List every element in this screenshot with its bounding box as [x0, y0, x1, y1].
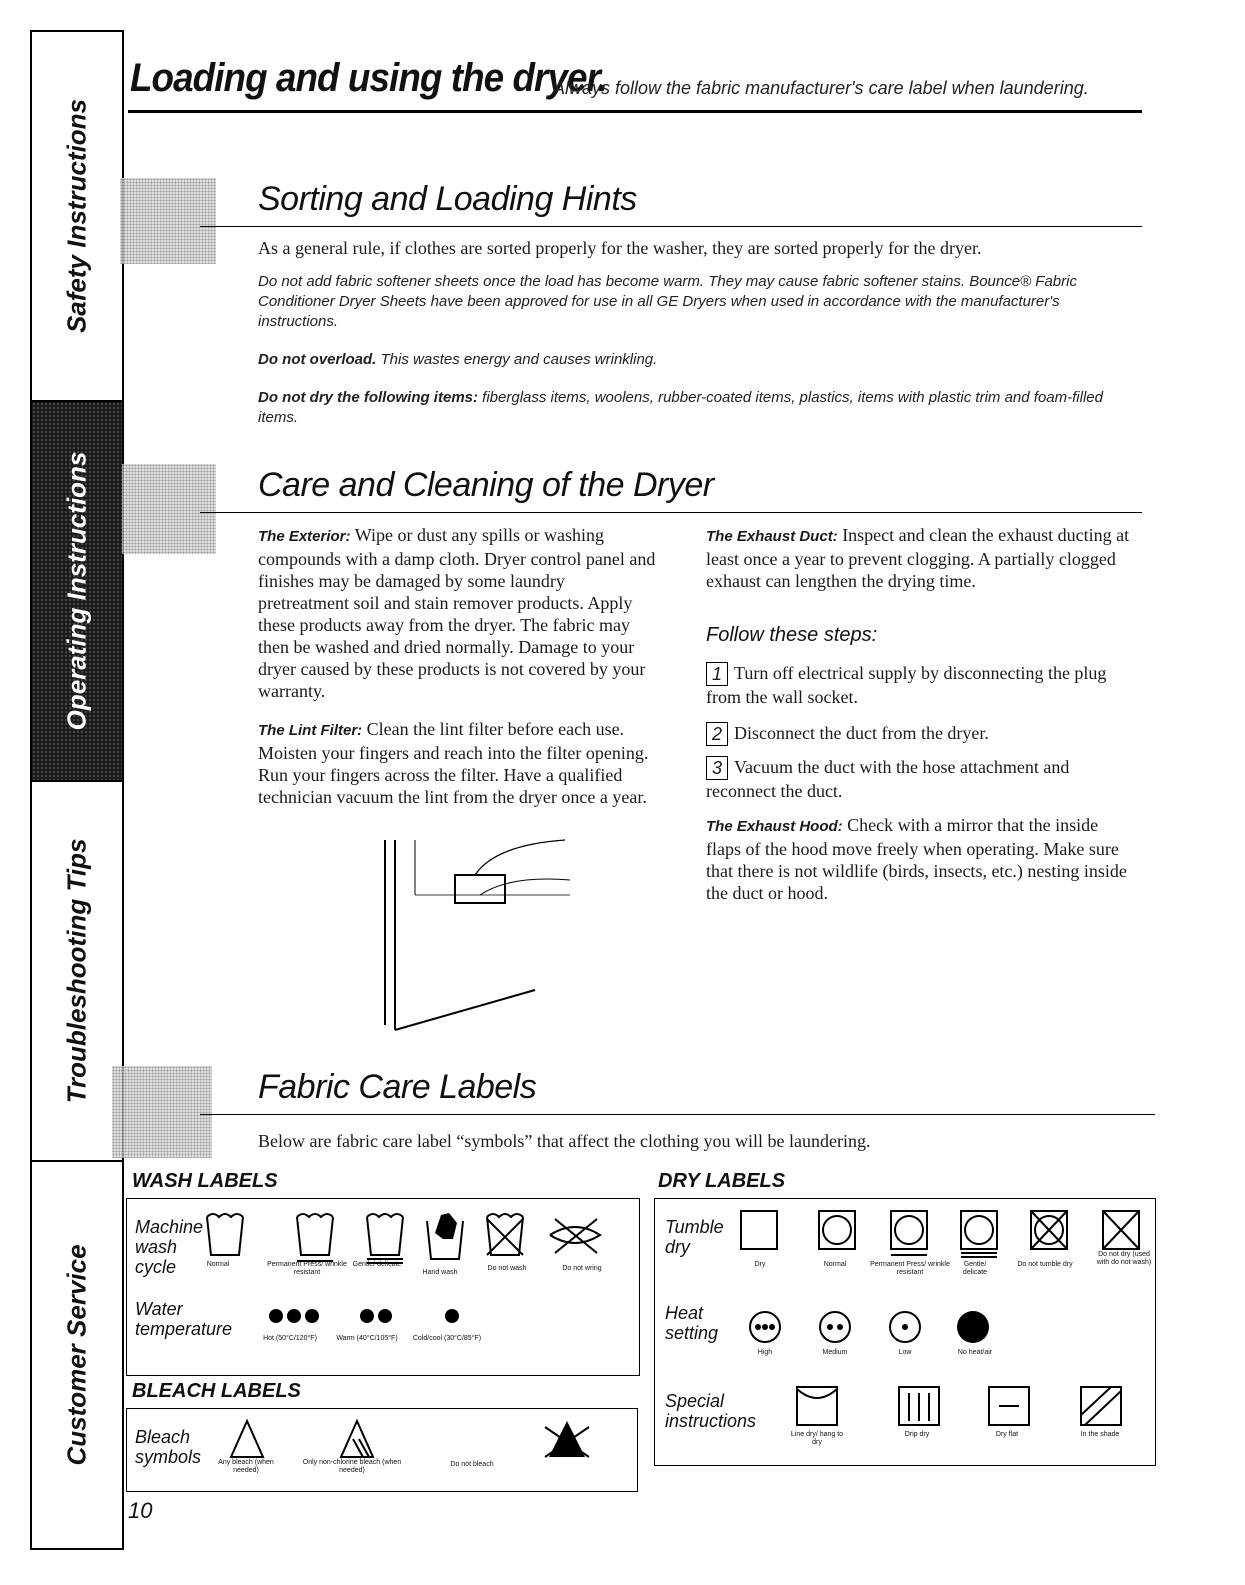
wash-caption: Permanent Press/ wrinkle resistant: [267, 1261, 347, 1276]
heat-caption: High: [757, 1349, 773, 1356]
special-caption: Dry flat: [995, 1431, 1019, 1438]
overload-bold: Do not overload.: [258, 351, 377, 368]
tumble-caption: Permanent Press/ wrinkle resistant: [870, 1261, 950, 1276]
wash-caption: Do not wash: [487, 1265, 527, 1272]
duct-text: Inspect and clean the exhaust ducting at least once a year to prevent clogging. A partially clogged exhaust can lengthen the drying time.: [706, 525, 1130, 591]
step-number: 1: [706, 662, 728, 686]
special-instructions-symbols: [795, 1385, 1135, 1429]
bleach-caption: Only non-chlorine bleach (when needed): [302, 1459, 402, 1474]
duct-bold: The Exhaust Duct:: [706, 528, 838, 545]
sorting-intro: As a general rule, if clothes are sorted properly for the washer, they are sorted properly for the dryer.: [258, 238, 982, 258]
step-number: 3: [706, 756, 728, 780]
bleach-symbols: [227, 1417, 607, 1463]
softener-note: Do not add fabric softener sheets once the load has become warm. They may cause fabric softener stains. Bounce® Fabric Conditioner Dryer Sheets have been approved for use in all GE Dryers when used in accordance with the manufacturer's instructions.: [258, 273, 1077, 330]
wash-caption: Normal: [206, 1261, 230, 1268]
overload-text: This wastes energy and causes wrinkling.: [380, 351, 658, 368]
step-3: [706, 756, 1136, 802]
temp-caption: Warm (40°C/105°F): [336, 1335, 398, 1342]
steps-heading: Follow these steps:: [706, 624, 878, 646]
items-bold: Do not dry the following items:: [258, 389, 478, 406]
exterior-paragraph: [258, 524, 658, 702]
wash-caption: Hand wash: [422, 1269, 458, 1276]
tab-troubleshooting-tips[interactable]: [32, 782, 122, 1162]
dry-labels-heading: DRY LABELS: [658, 1170, 786, 1192]
special-caption: In the shade: [1080, 1431, 1120, 1438]
tumble-caption: Do not tumble dry: [1017, 1261, 1073, 1268]
hood-paragraph: [706, 814, 1136, 904]
lint-bold: The Lint Filter:: [258, 722, 363, 739]
lint-paragraph: [258, 718, 658, 808]
lint-filter-illustration: [375, 835, 575, 1035]
step-number: 2: [706, 722, 728, 746]
duct-paragraph: [706, 524, 1136, 592]
special-instructions-label: Special instructions: [665, 1391, 757, 1431]
section-rule: [200, 226, 1142, 227]
page-number: 10: [128, 1498, 153, 1523]
water-temperature-dots: [267, 1305, 467, 1329]
tab-safety-instructions[interactable]: [32, 32, 122, 402]
machine-wash-label: Machine wash cycle: [135, 1217, 204, 1277]
fabric-intro: Below are fabric care label “symbols” that affect the clothing you will be laundering.: [258, 1131, 871, 1151]
bleach-labels-heading: BLEACH LABELS: [132, 1380, 301, 1402]
shirt-illustration-icon: [112, 1066, 212, 1158]
section-title-care: Care and Cleaning of the Dryer: [258, 466, 714, 504]
wash-cycle-symbols: [205, 1209, 625, 1265]
items-text: fiberglass items, woolens, rubber-coated items, plastics, items with plastic trim and foam-filled items.: [258, 389, 1103, 426]
wash-caption: Do not wring: [562, 1265, 602, 1272]
tumble-caption: Do not dry (used with do not wash): [1096, 1251, 1152, 1266]
tab-label: Safety Instructions: [61, 98, 92, 334]
special-caption: Line dry/ hang to dry: [790, 1431, 844, 1446]
wash-labels-heading: WASH LABELS: [132, 1170, 278, 1192]
section-title-fabric: Fabric Care Labels: [258, 1068, 537, 1106]
bleach-caption: Any bleach (when needed): [218, 1459, 274, 1474]
wash-caption: Gentle/ delicate: [352, 1261, 402, 1268]
section-rule: [200, 512, 1142, 513]
tumble-caption: Dry: [754, 1261, 766, 1268]
tumble-dry-label: Tumble dry: [665, 1217, 724, 1257]
page-title: Loading and using the dryer.: [130, 56, 608, 100]
hood-bold: The Exhaust Hood:: [706, 818, 843, 835]
water-temperature-label: Water temperature: [135, 1299, 233, 1339]
laundry-illustration-icon: [120, 178, 216, 264]
step-text: Turn off electrical supply by disconnecting the plug from the wall socket.: [706, 663, 1107, 707]
heat-caption: Medium: [822, 1349, 848, 1356]
tab-operating-instructions[interactable]: [32, 402, 122, 782]
heat-setting-symbols: [745, 1309, 1005, 1349]
tab-customer-service[interactable]: [32, 1162, 122, 1548]
tab-label: Troubleshooting Tips: [61, 838, 92, 1104]
sidebar: [30, 30, 124, 1550]
tumble-caption: Gentle/ delicate: [962, 1261, 988, 1276]
wash-labels-box: [126, 1198, 640, 1376]
temp-caption: Hot (50°C/120°F): [263, 1335, 317, 1342]
section-rule: [200, 1114, 1155, 1115]
bleach-labels-box: [126, 1408, 638, 1492]
special-caption: Drip dry: [904, 1431, 930, 1438]
step-2: [706, 722, 1136, 746]
header-rule: [128, 110, 1142, 113]
bleach-caption: Do not bleach: [450, 1461, 494, 1468]
tumble-dry-symbols: [739, 1209, 1149, 1259]
lint-text: Clean the lint filter before each use. Moisten your fingers and reach into the filter opening. Run your fingers across the filter. Have a qualified technician vacuum the lint from the dryer once a year.: [258, 719, 649, 807]
exterior-bold: The Exterior:: [258, 528, 351, 545]
page-subtitle: Always follow the fabric manufacturer's care label when laundering.: [553, 78, 1089, 98]
tumble-caption: Normal: [823, 1261, 847, 1268]
dry-labels-box: [654, 1198, 1156, 1466]
step-1: [706, 662, 1136, 708]
bleach-symbols-label: Bleach symbols: [135, 1427, 202, 1467]
heat-caption: No heat/air: [957, 1349, 993, 1356]
items-note: [258, 388, 1108, 428]
tab-label: Operating Instructions: [61, 451, 92, 731]
hood-text: Check with a mirror that the inside flaps of the hood move freely when operating. Make sure that there is not wildlife (birds, insects, etc.) nesting inside the duct or hood.: [706, 815, 1127, 903]
heat-setting-label: Heat setting: [665, 1303, 719, 1343]
section-title-sorting: Sorting and Loading Hints: [258, 180, 637, 218]
tab-label: Customer Service: [61, 1244, 92, 1466]
overload-note: [258, 350, 1108, 370]
exterior-text: Wipe or dust any spills or washing compounds with a damp cloth. Dryer control panel and finishes may be damaged by some laundry pretreatment soil and stain remover products. Apply these products away from the dryer. The fabric may then be washed and dried normally. Damage to your dryer caused by these products is not covered by your warranty.: [258, 525, 656, 701]
cleaning-illustration-icon: [122, 464, 216, 554]
step-text: Vacuum the duct with the hose attachment and reconnect the duct.: [706, 757, 1070, 801]
step-text: Disconnect the duct from the dryer.: [734, 723, 989, 743]
heat-caption: Low: [898, 1349, 912, 1356]
temp-caption: Cold/cool (30°C/85°F): [412, 1335, 482, 1342]
